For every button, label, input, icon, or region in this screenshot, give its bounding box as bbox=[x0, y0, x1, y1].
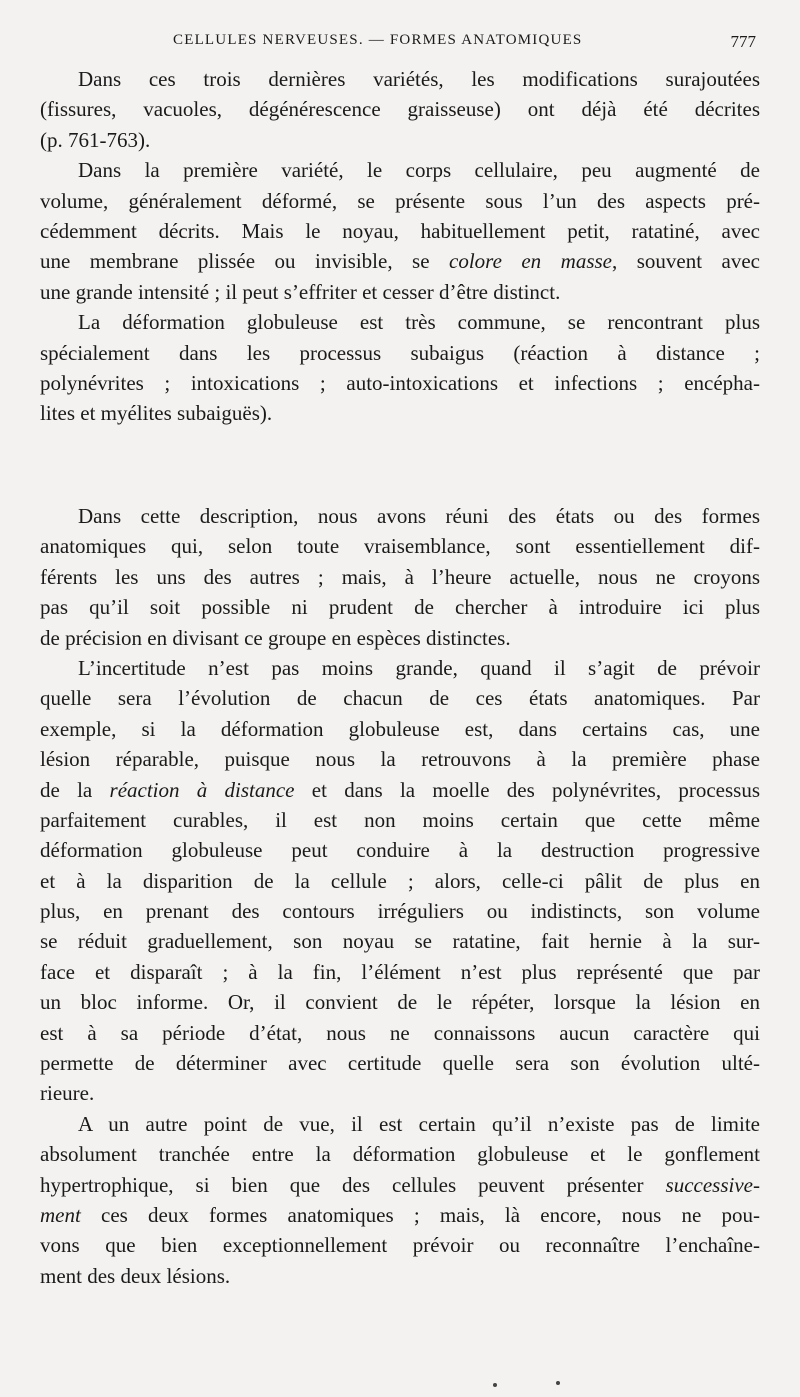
text-run: se réduit graduellement, son noyau se ratatine, fait hernie à la sur- bbox=[40, 929, 760, 954]
text-line bbox=[40, 562, 760, 592]
text-run: A un autre point de vue, il est certain qu’il n’existe pas de limite bbox=[78, 1111, 760, 1136]
text-run: L’incertitude n’est pas moins grande, quand il s’agit de prévoir bbox=[78, 655, 760, 680]
text-run: spécialement dans les processus subaigus (réaction à distance ; bbox=[40, 340, 760, 365]
text-line bbox=[40, 277, 760, 307]
text-run: exemple, si la déformation globuleuse est, dans certains cas, une bbox=[40, 716, 760, 741]
text-line bbox=[40, 338, 760, 368]
text-run: volume, généralement déformé, se présente sous l’un des aspects pré- bbox=[40, 188, 760, 213]
text-line bbox=[40, 1048, 760, 1078]
text-run: face et disparaît ; à la fin, l’élément n’est plus représenté que par bbox=[40, 959, 760, 984]
text-run: rieure. bbox=[40, 1081, 95, 1106]
text-line bbox=[40, 623, 760, 653]
text-line bbox=[40, 775, 760, 805]
text-run: permette de déterminer avec certitude quelle sera son évolution ulté- bbox=[40, 1051, 760, 1076]
text-line bbox=[40, 896, 760, 926]
text-run: de la bbox=[40, 777, 110, 802]
text-run: hypertrophique, si bien que des cellules peuvent présenter bbox=[40, 1172, 666, 1197]
text-line bbox=[40, 1230, 760, 1260]
text-line bbox=[40, 307, 760, 337]
text-line bbox=[40, 216, 760, 246]
text-run: férents les uns des autres ; mais, à l’heure actuelle, nous ne croyons bbox=[40, 564, 760, 589]
text-line bbox=[40, 744, 760, 774]
text-line bbox=[40, 398, 760, 428]
text-line bbox=[40, 957, 760, 987]
text-line bbox=[40, 246, 760, 276]
text-line bbox=[40, 368, 760, 398]
text-run: de précision en divisant ce groupe en espèces distinctes. bbox=[40, 625, 511, 650]
text-line bbox=[40, 653, 760, 683]
paragraph-block-2 bbox=[40, 501, 760, 1291]
text-line bbox=[40, 155, 760, 185]
text-run: Dans la première variété, le corps cellulaire, peu augmenté de bbox=[78, 158, 760, 183]
text-line bbox=[40, 186, 760, 216]
text-run: quelle sera l’évolution de chacun de ces états anatomiques. Par bbox=[40, 686, 760, 711]
text-line bbox=[40, 1139, 760, 1169]
running-title: CELLULES NERVEUSES. — FORMES ANATOMIQUES bbox=[173, 32, 583, 48]
text-run: Dans ces trois dernières variétés, les modifications surajoutées bbox=[78, 67, 760, 91]
italic-run: colore en masse bbox=[449, 249, 612, 274]
text-run: plus, en prenant des contours irréguliers ou indistincts, son volume bbox=[40, 899, 760, 924]
text-run: une membrane plissée ou invisible, se bbox=[40, 249, 450, 274]
text-run: lites et myélites subaiguës). bbox=[40, 401, 273, 426]
text-line bbox=[40, 1261, 760, 1291]
running-head bbox=[40, 32, 758, 54]
text-run: Dans cette description, nous avons réuni des états ou des formes bbox=[78, 504, 760, 528]
text-run: absolument tranchée entre la déformation globuleuse et le gonflement bbox=[40, 1142, 760, 1167]
text-run: polynévrites ; intoxications ; auto-intoxications et infections ; encépha- bbox=[40, 370, 760, 395]
italic-run: successive- bbox=[665, 1172, 760, 1197]
text-line bbox=[40, 64, 760, 94]
text-line bbox=[40, 1170, 760, 1200]
paragraph-block-1 bbox=[40, 64, 760, 429]
text-line bbox=[40, 1078, 760, 1108]
text-line bbox=[40, 592, 760, 622]
text-line bbox=[40, 805, 760, 835]
text-run: est à sa période d’état, nous ne connaissons aucun caractère qui bbox=[40, 1020, 760, 1045]
text-line bbox=[40, 866, 760, 896]
text-line bbox=[40, 714, 760, 744]
ink-speck bbox=[493, 1383, 497, 1387]
text-run: ces deux formes anatomiques ; mais, là encore, nous ne pou- bbox=[80, 1202, 760, 1227]
text-run: et dans la moelle des polynévrites, processus bbox=[294, 777, 761, 802]
italic-run: ment bbox=[40, 1202, 81, 1227]
text-run: (fissures, vacuoles, dégénérescence graisseuse) ont déjà été décrites bbox=[40, 97, 760, 122]
text-run: déformation globuleuse peut conduire à la destruction progressive bbox=[40, 838, 760, 863]
italic-run: réaction à distance bbox=[109, 777, 295, 802]
text-line bbox=[40, 1018, 760, 1048]
text-line bbox=[40, 531, 760, 561]
text-line bbox=[40, 1200, 760, 1230]
text-run: La déformation globuleuse est très commune, se rencontrant plus bbox=[78, 310, 760, 335]
text-line bbox=[40, 926, 760, 956]
text-run: , souvent avec bbox=[611, 249, 760, 274]
text-line bbox=[40, 125, 760, 155]
text-line bbox=[40, 987, 760, 1017]
text-run: lésion réparable, puisque nous la retrouvons à la première phase bbox=[40, 747, 760, 772]
text-line bbox=[40, 835, 760, 865]
page-number: 777 bbox=[730, 32, 756, 51]
text-run: et à la disparition de la cellule ; alors, celle-ci pâlit de plus en bbox=[40, 868, 760, 893]
text-run: parfaitement curables, il est non moins certain que cette même bbox=[40, 807, 760, 832]
text-run: (p. 761-763). bbox=[40, 127, 151, 152]
text-run: pas qu’il soit possible ni prudent de chercher à introduire ici plus bbox=[40, 595, 760, 620]
text-run: anatomiques qui, selon toute vraisemblance, sont essentiellement dif- bbox=[40, 534, 760, 559]
ink-speck bbox=[556, 1381, 560, 1385]
text-line bbox=[40, 94, 760, 124]
text-line bbox=[40, 1109, 760, 1139]
text-run: vons que bien exceptionnellement prévoir ou reconnaître l’enchaîne- bbox=[40, 1233, 760, 1258]
text-line bbox=[40, 501, 760, 531]
text-run: ment des deux lésions. bbox=[40, 1263, 231, 1288]
text-run: une grande intensité ; il peut s’effriter et cesser d’être distinct. bbox=[40, 279, 561, 304]
text-line bbox=[40, 683, 760, 713]
text-run: un bloc informe. Or, il convient de le répéter, lorsque la lésion en bbox=[40, 990, 760, 1015]
text-run: cédemment décrits. Mais le noyau, habituellement petit, ratatiné, avec bbox=[40, 218, 760, 243]
